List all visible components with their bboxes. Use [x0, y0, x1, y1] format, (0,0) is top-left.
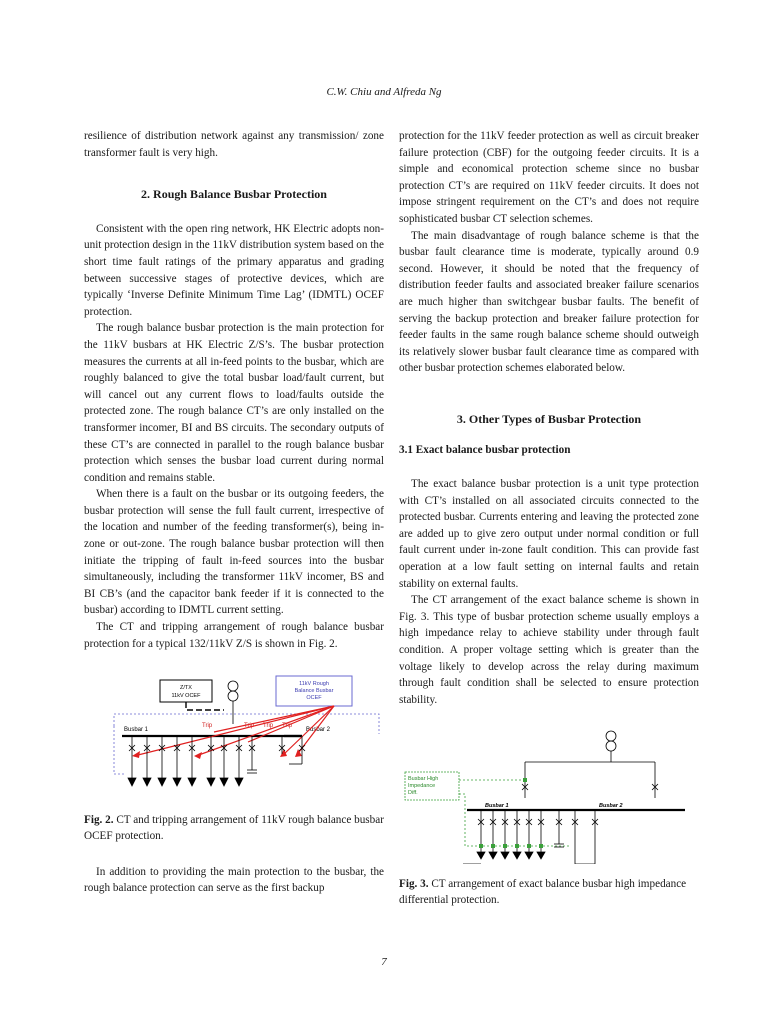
relay-label-1: Busbar High [408, 776, 439, 783]
figure-2-caption [84, 812, 384, 844]
ct-circle-bottom [228, 691, 238, 701]
relay-label-2: Impedance [408, 783, 436, 790]
running-head: C.W. Chiu and Alfreda Ng [326, 86, 442, 98]
relay-label-3: Diff. [408, 790, 418, 797]
left-paragraph-2: The rough balance busbar protection is the main protection for the 11kV busbars at HK Electric Z/S’s. The busbar protection measures the currents at all in-feed points to the busbar, which are roughly balanced to give the total busbar load/fault current, but will cancel out any current flows to load/faults outside the protected zone. The rough balance CT’s are only installed on the transformer incomer, BI and BS circuits. The secondary outputs of these CT’s are connected in parallel to the rough balance busbar protection which senses the busbar load current during normal condition and remains stable. [84, 322, 384, 484]
section-3-heading: 3. Other Types of Busbar Protection [456, 411, 642, 426]
right-paragraph-1: protection for the 11kV feeder protection as well as circuit breaker failure protection (CBF) for the outgoing feeder circuits. It is a simple and economical protection scheme since no busbar protection CT’s are required on 11kV feeder circuits. It does not impose stringent requirement on the CT’s and does not require sophisticated busbar CT selection schemes. [399, 130, 699, 225]
trip-label-3: Trip [263, 723, 274, 730]
left-intro-paragraph: resilience of distribution network against any transmission/ zone transformer fault is very high. [84, 130, 384, 159]
rough-balance-label-2: Balance Busbar [294, 688, 334, 695]
left-paragraph-5: In addition to providing the main protection to the busbar, the rough balance protection can serve as the first backup [84, 865, 384, 895]
trip-label-1: Trip [202, 723, 213, 730]
figure-3-caption-text: CT arrangement of exact balance busbar high impedance differential protection. [399, 878, 687, 906]
section-2-heading: 2. Rough Balance Busbar Protection [141, 187, 327, 202]
figure-2-caption-label: Fig. 2. [84, 813, 114, 826]
fig3-busbar-2-label: Busbar 2 [599, 803, 623, 810]
rough-balance-label-1: 11kV Rough [299, 681, 329, 688]
fig3-ct-circle-bottom [606, 741, 616, 751]
figure-2 [84, 674, 384, 844]
figure-2-diagram [84, 674, 384, 802]
left-paragraph-4: The CT and tripping arrangement of rough balance busbar protection for a typical 132/11kV Z/S is shown in Fig. 2. [84, 621, 384, 650]
left-paragraph-1: Consistent with the open ring network, HK Electric adopts non-unit protection design in the 11kV distribution system based on the short time fault ratings of the primary apparatus and grading between successive stages of protective devices, which are typically ‘Inverse Definite Minimum Time Lag’ (IDMTL) OCEF protection. [84, 222, 384, 318]
rough-balance-label-3: OCEF [306, 695, 322, 702]
page-number: 7 [381, 956, 387, 968]
figure-3-caption [399, 876, 699, 908]
ztx-label: Z/TX [180, 685, 192, 692]
figure-2-caption-text: CT and tripping arrangement of 11kV rough balance busbar OCEF protection. [84, 813, 384, 842]
figure-3 [399, 728, 699, 908]
busbar-2-label: Busbar 2 [306, 727, 331, 734]
figure-3-caption-label: Fig. 3. [399, 878, 429, 890]
trip-label-4: Trip [282, 723, 293, 730]
right-column [399, 128, 699, 908]
figure-3-diagram [399, 728, 699, 864]
fig3-busbar-1-label: Busbar 1 [485, 803, 509, 810]
left-paragraph-3: When there is a fault on the busbar or its outgoing feeders, the busbar protection will sense the full fault current, irrespective of the location and number of the feeding transformer(s), being in-zone or out-zone. The rough balance busbar protection will then initiate the tripping of fault in-feed sources into the busbar simultaneously, including the transformer 11kV incomer, BS and BI CB’s (and the capacitor bank feeder if it is connected to the busbar) according to IDMTL current setting. [84, 488, 384, 617]
right-paragraph-4: The CT arrangement of the exact balance scheme is shown in Fig. 3. This type of busbar protection scheme usually employs a high impedance relay to achieve stability under through fault condition. A proper voltage setting which is greater than the voltage likely to develop across the relay during maximum through fault condition shall be selected to ensure protection stability. [399, 594, 699, 706]
trip-label-2: Trip [244, 723, 255, 730]
busbar-1-label: Busbar 1 [124, 727, 149, 734]
right-paragraph-3: The exact balance busbar protection is a unit type protection with CT’s installed on all associated circuits connected to the protected busbar. Currents entering and leaving the protected zone are added up to give zero output under normal condition or full fault current under in-zone fault condition. This can provide fast operation at a low fault setting on internal faults and retain stability on external faults. [399, 478, 699, 590]
subsection-3-1-heading: 3.1 Exact balance busbar protection [399, 443, 571, 456]
fig3-ct-circle-top [606, 731, 616, 741]
right-paragraph-2: The main disadvantage of rough balance scheme is that the busbar fault clearance time is moderate, typically around 0.9 second. However, it should be noted that the frequency of distribution feeder faults and associated breaker failure scenarios are much higher than switchgear busbar faults. The benefit of serving the backup protection and breaker failure protection for feeder faults in the same rough balance scheme should outweigh its relatively slower busbar fault clearance time as compared with other busbar protection schemes elaborated below. [399, 229, 699, 375]
ct-circle-top [228, 681, 238, 691]
ocef-label: 11kV OCEF [171, 693, 201, 700]
left-column [84, 128, 384, 897]
